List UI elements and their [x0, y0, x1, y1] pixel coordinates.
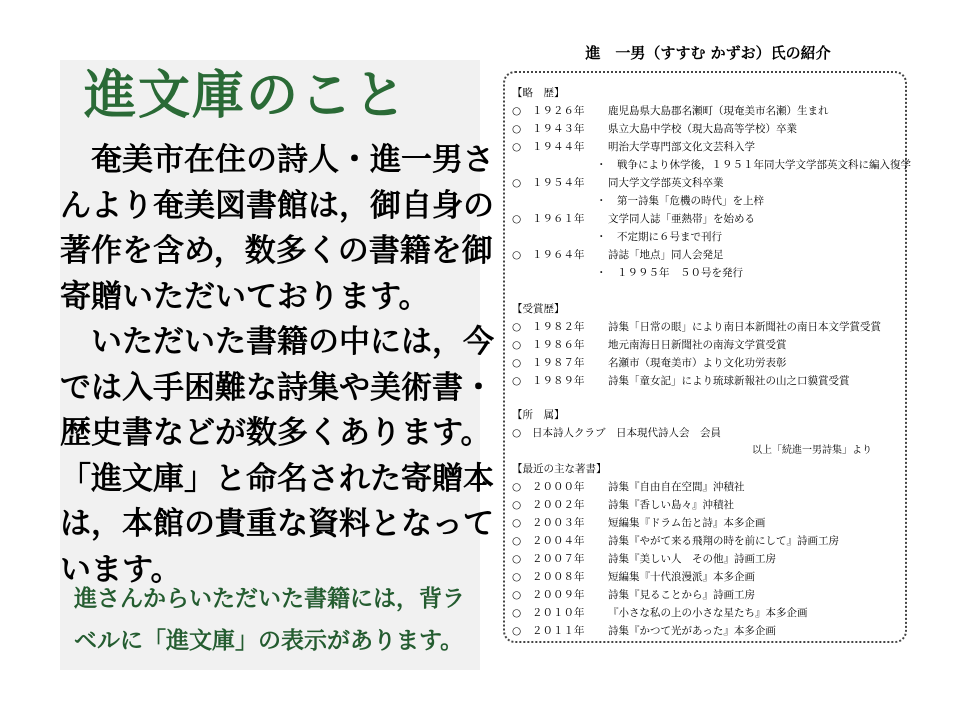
entry-text: 詩集『自由自在空間』沖積社	[608, 481, 745, 493]
note-line: ベルに「進文庫」の表示があります。	[74, 628, 464, 654]
career-entry	[512, 122, 797, 136]
entry-text: 詩集「日常の眼」により南日本新聞社の南日本文学賞受賞	[608, 321, 881, 333]
list-marker: ・	[596, 231, 607, 243]
list-marker: ○	[512, 571, 522, 583]
entry-text: 『小さな私の上の小さな星たち』本多企画	[608, 607, 808, 619]
work-entry	[512, 516, 765, 530]
entry-text: 明治大学専門部文化文芸科入学	[608, 141, 755, 153]
profile-title: 進 一男（すすむ かずお）氏の紹介	[585, 44, 831, 62]
entry-year: １９８７年	[532, 357, 585, 369]
list-marker: ○	[512, 535, 522, 547]
list-marker: ○	[512, 321, 522, 333]
list-marker: ○	[512, 589, 522, 601]
entry-text: 詩集『香しい島々』沖積社	[608, 499, 734, 511]
entry-year: ２００４年	[532, 535, 585, 547]
entry-text: 同大学文学部英文科卒業	[608, 177, 724, 189]
award-entry	[512, 338, 787, 352]
intro-paragraph	[60, 138, 494, 593]
work-entry	[512, 552, 776, 566]
intro-line: 「進文庫」と命名された寄贈本	[60, 460, 494, 497]
work-entry	[512, 588, 755, 602]
entry-year: １９８６年	[532, 339, 585, 351]
entry-year: ２００２年	[532, 499, 585, 511]
entry-year: １９６１年	[532, 213, 585, 225]
entry-year: １９５４年	[532, 177, 585, 189]
page-title: 進文庫のこと	[84, 66, 409, 126]
list-marker: ○	[512, 177, 522, 189]
career-subentry	[596, 230, 722, 244]
career-entry	[512, 212, 755, 226]
career-heading: 【略 歴】	[512, 87, 565, 99]
entry-text: 名瀬市（現奄美市）より文化功労表彰	[608, 357, 787, 369]
list-marker: ○	[512, 427, 522, 439]
entry-year: ２００３年	[532, 517, 585, 529]
work-entry	[512, 606, 808, 620]
entry-text: 詩集『やがて来る飛翔の時を前にして』詩画工房	[608, 535, 839, 547]
intro-line: んより奄美図書館は，御自身の	[60, 187, 494, 224]
source-note: 以上「続進一男詩集」より	[752, 445, 872, 456]
list-marker: ○	[512, 375, 522, 387]
entry-text: 第一詩集「危機の時代」を上梓	[617, 195, 764, 207]
list-marker: ・	[596, 195, 607, 207]
list-marker: ○	[512, 213, 522, 225]
award-entry	[512, 356, 787, 370]
note-line: 進さんからいただいた書籍には，背ラ	[74, 586, 465, 612]
intro-line: 奄美市在住の詩人・進一男さ	[60, 142, 494, 178]
intro-line: は，本館の貴重な資料となって	[60, 506, 494, 542]
list-marker: ○	[512, 607, 522, 619]
list-marker: ○	[512, 481, 522, 493]
intro-line: 歴史書などが数多くあります。	[60, 415, 492, 451]
entry-year: １９２６年	[532, 105, 585, 117]
works-heading: 【最近の主な著書】	[512, 463, 607, 475]
career-entry	[512, 248, 724, 262]
entry-year: ２００９年	[532, 589, 585, 601]
list-marker: ○	[512, 339, 522, 351]
intro-line: では入手困難な詩集や美術書・	[60, 369, 494, 406]
entry-text: 文学同人誌「亜熱帯」を始める	[608, 213, 755, 225]
entry-text: 詩集『美しい人 その他』詩画工房	[608, 553, 776, 565]
list-marker: ○	[512, 105, 522, 117]
entry-text: 詩誌「地点」同人会発足	[608, 249, 724, 261]
career-entry	[512, 140, 755, 154]
entry-text: 詩集『見ることから』詩画工房	[608, 589, 755, 601]
work-entry	[512, 498, 734, 512]
entry-text: 戦争により休学後，１９５１年同大学文学部英文科に編入復学	[617, 159, 911, 171]
work-entry	[512, 570, 755, 584]
list-marker: ○	[512, 141, 522, 153]
entry-text: 鹿児島県大島郡名瀬町（現奄美市名瀬）生まれ	[608, 105, 829, 117]
list-marker: ○	[512, 357, 522, 369]
entry-year: １９４３年	[532, 123, 585, 135]
entry-year: １９４４年	[532, 141, 585, 153]
intro-line: いただいた書籍の中には，今	[60, 324, 494, 360]
career-entry	[512, 176, 724, 190]
list-marker: ・	[596, 159, 607, 171]
intro-line: 寄贈いただいております。	[60, 278, 430, 315]
affiliation-entry	[512, 426, 721, 440]
career-subentry	[596, 158, 911, 172]
entry-text: 短編集『ドラム缶と詩』本多企画	[608, 517, 766, 529]
entry-text: 日本詩人クラブ 日本現代詩人会 会員	[532, 427, 721, 439]
entry-year: １９８９年	[532, 375, 585, 387]
career-subentry	[596, 194, 764, 208]
work-entry	[512, 624, 776, 638]
list-marker: ○	[512, 625, 522, 637]
entry-text: 県立大島中学校（現大島高等学校）卒業	[608, 123, 797, 135]
entry-text: １９９５年 ５０号を発行	[617, 267, 743, 279]
entry-year: １９８２年	[532, 321, 585, 333]
affiliation-heading: 【所 属】	[512, 409, 565, 421]
list-marker: ○	[512, 249, 522, 261]
entry-year: ２０００年	[532, 481, 585, 493]
entry-year: １９６４年	[532, 249, 585, 261]
entry-year: ２０１１年	[532, 625, 585, 637]
list-marker: ○	[512, 517, 522, 529]
awards-heading: 【受賞歴】	[512, 303, 565, 315]
entry-text: 地元南海日日新聞社の南海文学賞受賞	[608, 339, 787, 351]
entry-year: ２００７年	[532, 553, 585, 565]
intro-line: 著作を含め，数多くの書籍を御	[60, 233, 493, 269]
entry-text: 不定期に６号まで刊行	[617, 231, 722, 243]
entry-year: ２００８年	[532, 571, 585, 583]
award-entry	[512, 320, 881, 334]
list-marker: ○	[512, 123, 522, 135]
entry-text: 詩集「童女記」により琉球新報社の山之口貘賞受賞	[608, 375, 850, 387]
entry-text: 詩集『かつて光があった』本多企画	[608, 625, 776, 637]
award-entry	[512, 374, 850, 388]
spine-label-note	[74, 578, 474, 662]
entry-text: 短編集『十代浪漫派』本多企画	[608, 571, 755, 583]
career-entry	[512, 104, 829, 118]
career-subentry	[596, 266, 743, 280]
entry-year: ２０１０年	[532, 607, 585, 619]
work-entry	[512, 534, 839, 548]
intro-line: います。	[60, 551, 182, 588]
work-entry	[512, 480, 745, 494]
list-marker: ○	[512, 499, 522, 511]
list-marker: ○	[512, 553, 522, 565]
list-marker: ・	[596, 267, 607, 279]
